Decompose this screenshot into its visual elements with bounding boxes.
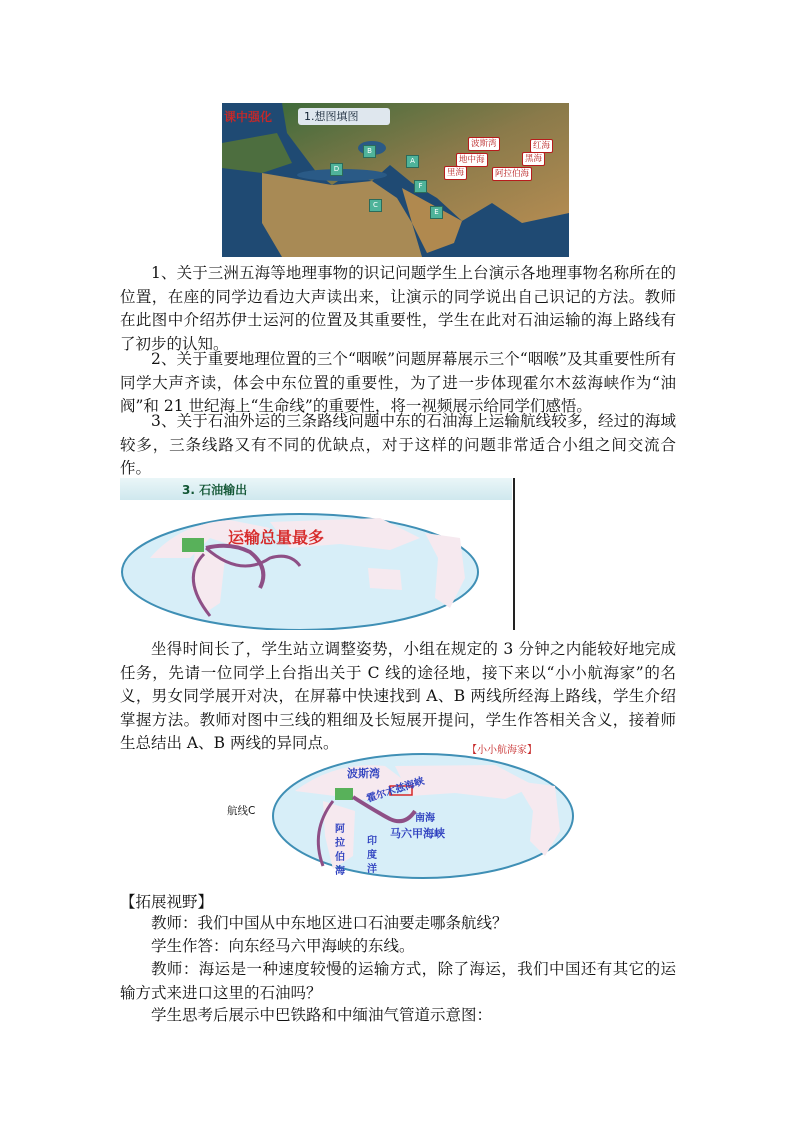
paragraph-7: 教师：海运是一种速度较慢的运输方式，除了海运，我们中国还有其它的运输方式来进口这里的石油吗？ [120, 960, 676, 1002]
paragraph-5: 教师：我们中国从中东地区进口石油要走哪条航线？ [151, 914, 508, 932]
paragraph-1: 1、关于三洲五海等地理事物的识记问题学生上台演示各地理事物名称所在的位置，在座的同学边看边大声读出来，让演示的同学说出自己识记的方法。教师在此图中介绍苏伊士运河的位置及其重要性，学生在此对石油运输的海上路线有了初步的认知。 [120, 264, 676, 353]
handwriting-hormuz: 霍尔木兹海峡 [365, 775, 426, 805]
paragraph-6: 学生作答：向东经马六甲海峡的东线。 [151, 937, 415, 955]
handwriting-indian-ocean: 印度洋 [367, 836, 377, 875]
largest-volume-label: 运输总量最多 [228, 528, 325, 547]
paragraph-8: 学生思考后展示中巴铁路和中缅油气管道示意图： [151, 1006, 493, 1024]
oil-export-world-map [120, 478, 516, 630]
oil-export-title: 3. 石油输出 [182, 483, 248, 497]
map-tag-persian-gulf: 波斯湾 [468, 137, 500, 151]
route-c-world-map [215, 741, 579, 886]
map-box-a: A [406, 155, 419, 168]
handwriting-malacca: 马六甲海峡 [390, 827, 445, 840]
paragraph-4: 坐得时间长了，学生站立调整姿势，小组在规定的 3 分钟之内能较好地完成任务，先请一位同学上台指出关于 C 线的途径地，接下来以“小小航海家”的名义，男女同学展开对决，在屏幕中快速找到 A、B 两线所经海上路线，学生介绍掌握方法。教师对图中三线的粗细及长短展开提问，学生作答相关含义，接着师生总结出 A、B 两线的异同点。 [120, 640, 676, 752]
map-box-c: C [369, 199, 382, 212]
paragraph-2: 2、关于重要地理位置的三个“咽喉”问题屏幕展示三个“咽喉”及其重要性所有同学大声齐读，体会中东位置的重要性，为了进一步体现霍尔木兹海峡作为“油阀”和 21 世纪海上“生命线”的重要性，将一视频展示给同学们感悟。 [120, 350, 676, 415]
route-c-label: 航线C [227, 805, 256, 817]
map-box-d: D [330, 163, 343, 176]
map-box-b: B [363, 145, 376, 158]
map-tag-black-sea: 黑海 [522, 152, 545, 166]
middle-east-satellite-map [222, 103, 569, 257]
map-tag-red-sea: 红海 [530, 139, 553, 153]
section-heading: 【拓展视野】 [120, 893, 214, 911]
map-tag-arabian-sea: 阿拉伯海 [492, 167, 532, 181]
in-class-label: 课中强化 [224, 110, 273, 124]
paragraph-3: 3、关于石油外运的三条路线问题中东的石油海上运输航线较多，经过的海域较多，三条线路又有不同的优缺点，对于这样的问题非常适合小组之间交流合作。 [120, 412, 676, 477]
world-map-graphic [120, 478, 512, 630]
map-tag-mediterranean: 地中海 [456, 153, 488, 167]
handwriting-persian-gulf: 波斯湾 [347, 767, 380, 780]
fill-map-title: 1.想图填图 [298, 108, 390, 125]
handwriting-south-sea: 南海 [415, 813, 435, 824]
map-box-f: F [414, 180, 427, 193]
route-c-map-graphic [215, 741, 579, 886]
handwriting-arabian-sea: 阿拉伯海 [335, 824, 345, 877]
map-box-e: E [430, 206, 443, 219]
little-navigator-tag: 【小小航海家】 [467, 745, 537, 756]
map-tag-caspian-sea: 里海 [444, 166, 467, 180]
figure-border [513, 478, 515, 630]
